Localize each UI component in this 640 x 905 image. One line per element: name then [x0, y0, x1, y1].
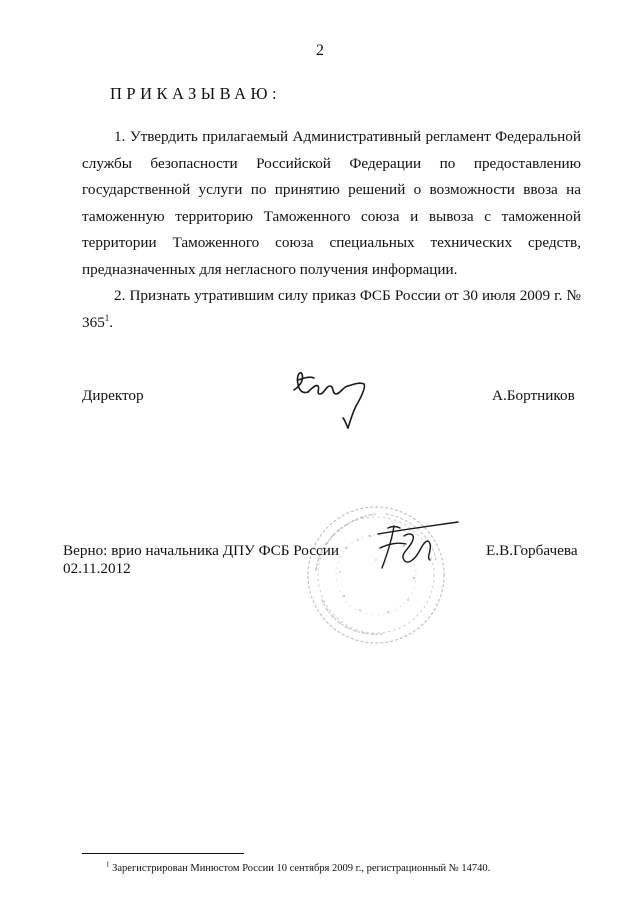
order-item-2-text: 2. Признать утратившим силу приказ ФСБ России от 30 июля 2009 г. № 365	[82, 287, 581, 331]
certifier-signature	[370, 518, 460, 578]
footnote-reference: 1	[104, 312, 110, 323]
certification-line: Верно: врио начальника ДПУ ФСБ России	[63, 542, 340, 559]
director-name: А.Бортников	[492, 387, 575, 404]
director-title: Директор	[82, 387, 144, 404]
footnote-text: Зарегистрирован Минюстом России 10 сентября 2009 г., регистрационный № 14740.	[112, 863, 491, 874]
footnote-separator	[82, 853, 244, 854]
order-item-1-text: 1. Утвердить прилагаемый Административный регламент Федеральной службы безопасности Российской Федерации по предоставлению государственной услуги по принятию решений о возможности ввоза на таможенную территорию Таможенного союза и вывоза с таможенной территории Таможенного союза специальных технических средств, предназначенных для негласного получения информации.	[82, 128, 581, 278]
page-number: 2	[316, 42, 324, 59]
order-item-2-end: .	[109, 313, 114, 331]
director-signature	[290, 362, 370, 434]
order-heading: ПРИКАЗЫВАЮ:	[110, 84, 282, 103]
order-item-1	[82, 124, 581, 283]
footnote-mark: 1	[106, 860, 110, 869]
footnote	[106, 860, 491, 874]
certification-block	[63, 542, 339, 578]
certification-date: 02.11.2012	[63, 560, 131, 577]
order-item-2	[82, 283, 581, 336]
certifier-name: Е.В.Горбачева	[486, 542, 578, 559]
